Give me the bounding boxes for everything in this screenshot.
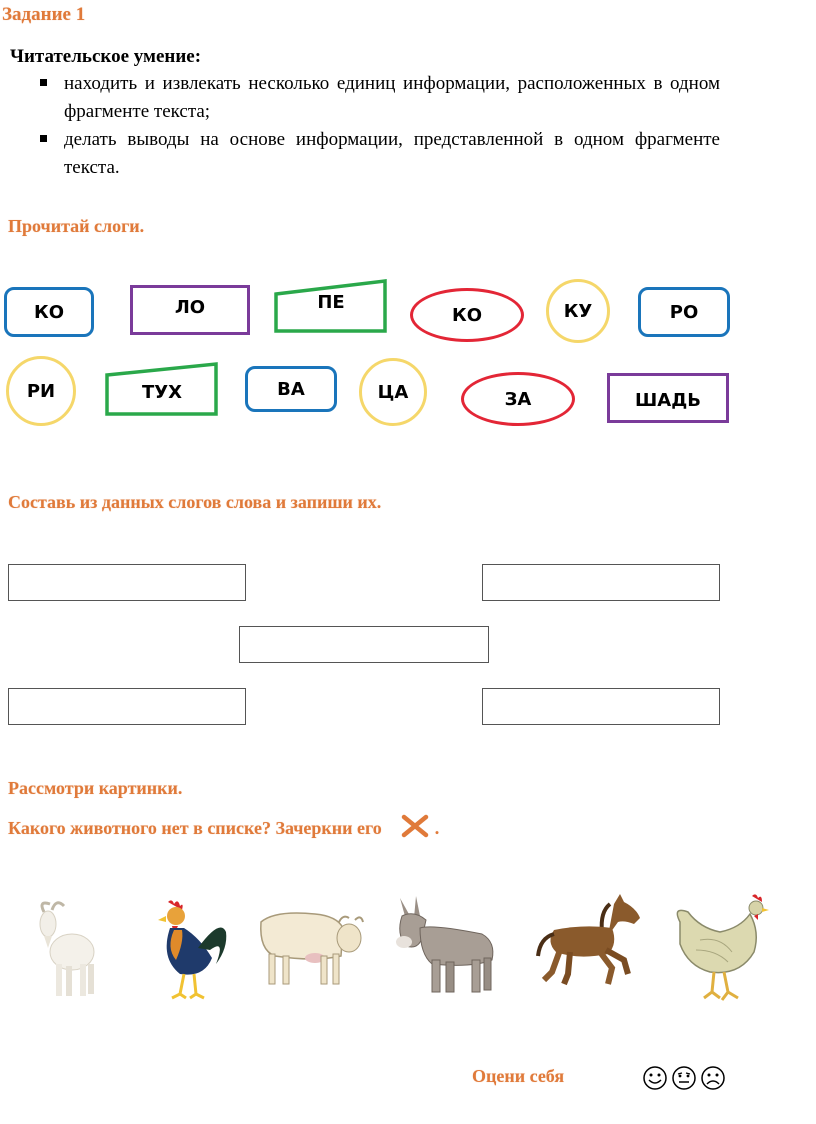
goat-icon [30, 898, 105, 1000]
syllable-card: РО [638, 287, 730, 337]
answer-field-3[interactable] [239, 626, 489, 663]
question-text [8, 814, 439, 839]
skill-item: делать выводы на основе информации, представленной в одном фрагменте текста. [36, 126, 720, 182]
self-assess-faces [642, 1065, 726, 1091]
horse-icon [534, 894, 644, 990]
syllable-card: ЦА [359, 358, 427, 426]
read-prompt: Прочитай слоги. [8, 216, 145, 236]
syllable-card: ТУХ [141, 381, 183, 403]
smile-face-icon[interactable] [642, 1065, 668, 1091]
self-assess-label: Оцени себя [472, 1066, 565, 1086]
task-title: Задание 1 [2, 4, 86, 25]
skill-item: находить и извлекать несколько единиц информации, расположенных в одном фрагменте текста; [36, 70, 720, 126]
rooster-icon [150, 898, 230, 1002]
syllable-card: КО [4, 287, 94, 337]
sad-face-icon[interactable] [700, 1065, 726, 1091]
syllable-card: КО [410, 288, 524, 342]
answer-field-4[interactable] [8, 688, 246, 725]
syllable-card: ВА [245, 366, 337, 412]
donkey-icon [392, 894, 502, 998]
answer-field-5[interactable] [482, 688, 720, 725]
syllable-card: ЛО [130, 285, 250, 335]
syllable-card: ПЕ [317, 291, 345, 313]
answer-field-1[interactable] [8, 564, 246, 601]
syllable-card: КУ [546, 279, 610, 343]
skill-heading: Читательское умение: [10, 46, 202, 67]
syllable-card: РИ [6, 356, 76, 426]
cow-icon [255, 904, 365, 988]
syllable-card: ШАДЬ [607, 373, 729, 423]
cross-mark-icon [400, 814, 430, 838]
syllable-card: ЗА [461, 372, 575, 426]
question-text-body: Какого животного нет в списке? Зачеркни его [8, 818, 382, 838]
question-end: . [434, 818, 440, 838]
look-prompt: Рассмотри картинки. [8, 778, 183, 798]
skill-list [36, 70, 720, 182]
answer-field-2[interactable] [482, 564, 720, 601]
compose-prompt: Составь из данных слогов слова и запиши их. [8, 492, 382, 512]
hen-icon [670, 892, 770, 1004]
neutral-face-icon[interactable] [671, 1065, 697, 1091]
